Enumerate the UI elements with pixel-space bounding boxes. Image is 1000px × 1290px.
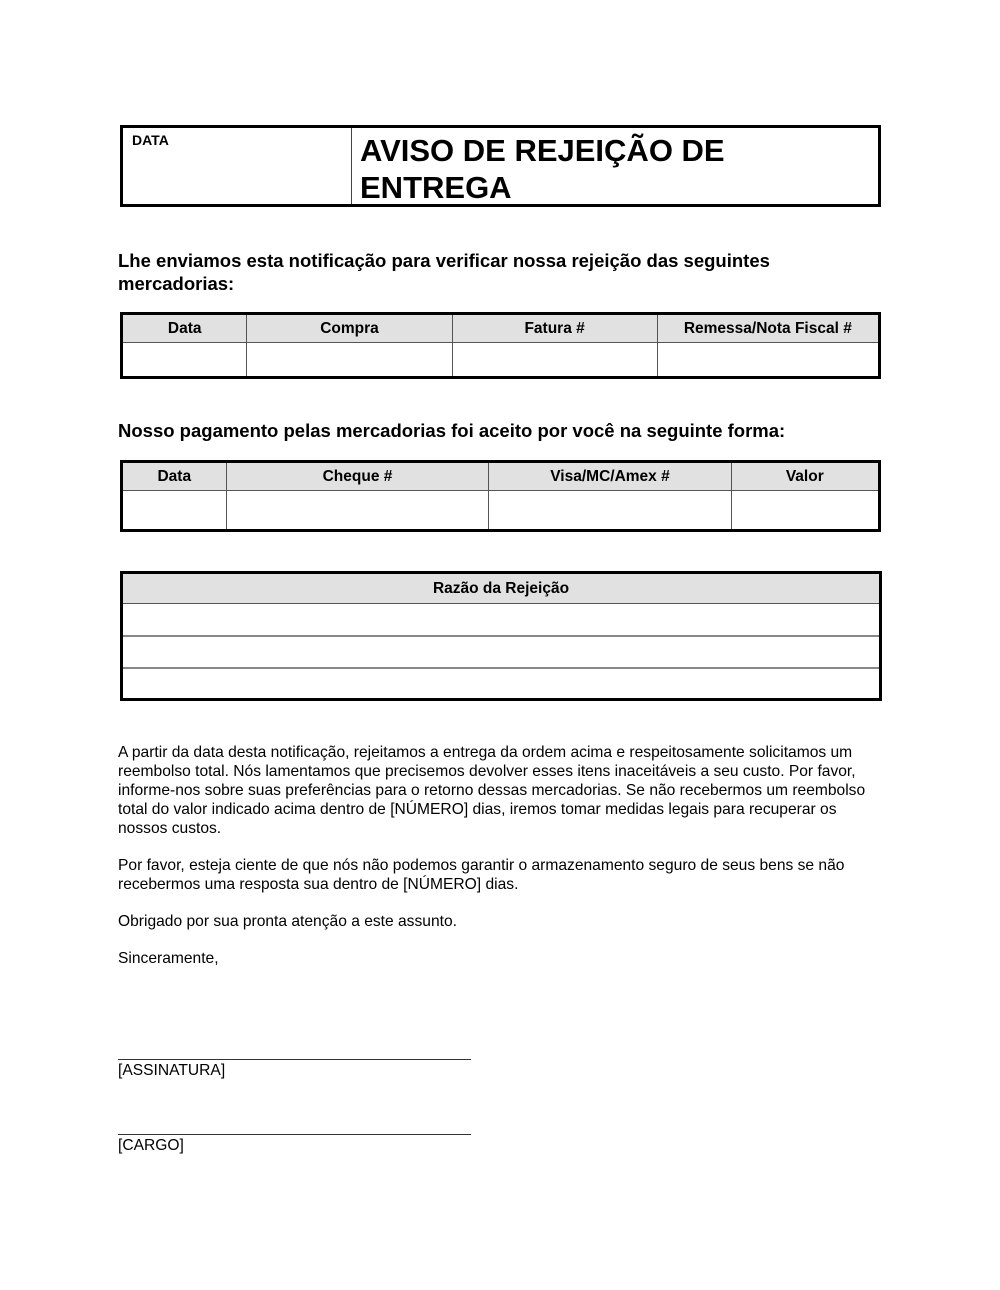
payment-table bbox=[120, 460, 881, 532]
cell-fatura[interactable] bbox=[452, 343, 657, 378]
body-paragraph-1: A partir da data desta notificação, rejeitamos a entrega da ordem acima e respeitosamente solicitamos um reembolso total. Nós lamentamos que precisemos devolver esses itens inaceitáveis a seu custo. Por favor, informe-nos sobre suas preferências para o retorno dessas mercadorias. Se não recebermos um reembolso total do valor indicado acima dentro de [NÚMERO] dias, iremos tomar medidas legais para recuperar os nossos custos. bbox=[118, 744, 866, 837]
title-label[interactable]: [CARGO] bbox=[118, 1137, 184, 1154]
table-row bbox=[122, 343, 880, 378]
table-row bbox=[122, 604, 881, 636]
reason-line-1[interactable] bbox=[122, 604, 881, 636]
cell-valor[interactable] bbox=[731, 491, 879, 531]
cell-cheque[interactable] bbox=[226, 491, 489, 531]
section1-heading: Lhe enviamos esta notificação para verificar nossa rejeição das seguintes mercadorias: bbox=[118, 250, 770, 294]
cell-remessa[interactable] bbox=[657, 343, 879, 378]
title-line bbox=[118, 1134, 471, 1135]
column-header-remessa: Remessa/Nota Fiscal # bbox=[657, 314, 879, 343]
reason-line-3[interactable] bbox=[122, 668, 881, 700]
cell-data[interactable] bbox=[122, 491, 227, 531]
column-header-reason: Razão da Rejeição bbox=[122, 573, 881, 604]
header-box bbox=[120, 125, 881, 207]
column-header-valor: Valor bbox=[731, 462, 879, 491]
table-header-row bbox=[122, 573, 881, 604]
cell-data[interactable] bbox=[122, 343, 247, 378]
goods-table bbox=[120, 312, 881, 379]
body-paragraph-3: Obrigado por sua pronta atenção a este assunto. bbox=[118, 913, 457, 930]
date-field[interactable]: DATA bbox=[123, 128, 352, 204]
table-row bbox=[122, 668, 881, 700]
section2-heading: Nosso pagamento pelas mercadorias foi aceito por você na seguinte forma: bbox=[118, 420, 786, 441]
column-header-card: Visa/MC/Amex # bbox=[489, 462, 731, 491]
column-header-data: Data bbox=[122, 314, 247, 343]
signature-label[interactable]: [ASSINATURA] bbox=[118, 1062, 226, 1079]
table-row bbox=[122, 491, 880, 531]
column-header-cheque: Cheque # bbox=[226, 462, 489, 491]
column-header-data: Data bbox=[122, 462, 227, 491]
cell-compra[interactable] bbox=[247, 343, 452, 378]
reason-line-2[interactable] bbox=[122, 636, 881, 668]
column-header-fatura: Fatura # bbox=[452, 314, 657, 343]
cell-card[interactable] bbox=[489, 491, 731, 531]
closing: Sinceramente, bbox=[118, 950, 219, 967]
table-row bbox=[122, 636, 881, 668]
body-paragraph-2: Por favor, esteja ciente de que nós não podemos garantir o armazenamento seguro de seus bens se não recebermos uma resposta sua dentro de [NÚMERO] dias. bbox=[118, 857, 845, 893]
document-title: AVISO DE REJEIÇÃO DE ENTREGA bbox=[360, 133, 725, 205]
rejection-reason-table bbox=[120, 571, 882, 701]
column-header-compra: Compra bbox=[247, 314, 452, 343]
signature-line bbox=[118, 1059, 471, 1060]
table-header-row bbox=[122, 462, 880, 491]
table-header-row bbox=[122, 314, 880, 343]
